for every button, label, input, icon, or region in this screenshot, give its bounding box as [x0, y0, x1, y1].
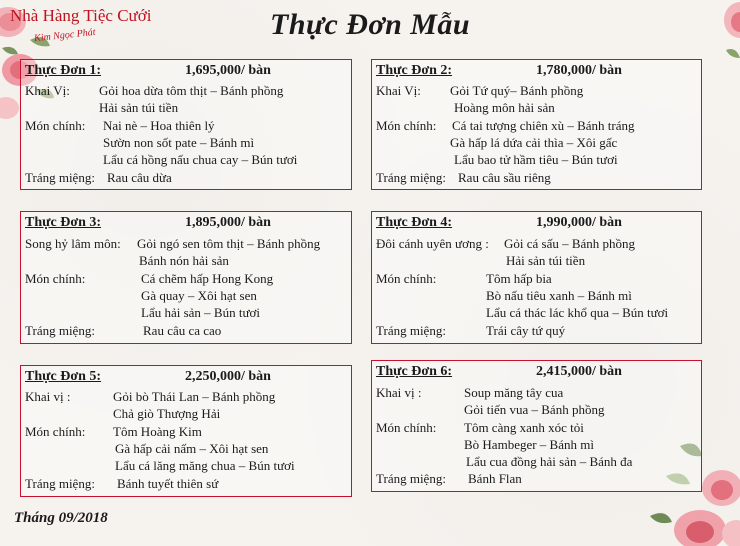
course-label: Món chính:: [376, 118, 437, 133]
menu-card-5: [20, 365, 352, 497]
dish-item: Gà hấp lá dứa cải thìa – Xôi gấc: [450, 135, 618, 150]
course-label: Tráng miệng:: [25, 476, 95, 491]
course-label: Món chính:: [25, 424, 86, 439]
dish-item: Bánh nón hải sản: [139, 253, 229, 268]
restaurant-name: Nhà Hàng Tiệc Cưới: [10, 6, 152, 25]
course-label: Món chính:: [25, 118, 86, 133]
menu-price: 2,415,000/ bàn: [536, 364, 622, 379]
menu-name: Thực Đơn 5:: [25, 369, 102, 384]
dish-item: Rau câu sầu riêng: [458, 170, 551, 185]
dish-item: Soup măng tây cua: [464, 385, 564, 400]
menu-card-3: [20, 211, 352, 344]
course-label: Song hỷ lâm môn:: [25, 236, 121, 251]
menu-card-4: [371, 211, 702, 344]
menu-price: 1,990,000/ bàn: [536, 215, 622, 230]
course-label: Món chính:: [25, 271, 86, 286]
dish-item: Gỏi tiến vua – Bánh phồng: [464, 402, 605, 417]
dish-item: Bò nấu tiêu xanh – Bánh mì: [486, 288, 632, 303]
dish-item: Lẩu cá hồng nấu chua cay – Bún tươi: [103, 152, 298, 167]
dish-item: Rau câu ca cao: [143, 323, 222, 338]
dish-item: Lẩu cua đồng hải sản – Bánh đa: [466, 454, 633, 469]
dish-item: Bò Hambeger – Bánh mì: [464, 437, 594, 452]
footer-date: Tháng 09/2018: [14, 510, 108, 526]
menu-card-2: [371, 59, 702, 190]
dish-item: Lẩu cá lăng măng chua – Bún tươi: [115, 458, 295, 473]
course-label: Tráng miệng:: [25, 323, 95, 338]
dish-item: Tôm Hoàng Kim: [113, 424, 202, 439]
course-label: Khai vị :: [25, 389, 71, 404]
dish-item: Sườn non sốt pate – Bánh mì: [103, 135, 255, 150]
course-label: Khai Vị:: [25, 83, 70, 98]
menu-price: 1,780,000/ bàn: [536, 63, 622, 78]
dish-item: Bánh Flan: [468, 471, 522, 486]
dish-item: Cá tai tượng chiên xù – Bánh tráng: [452, 118, 635, 133]
course-label: Món chính:: [376, 420, 437, 435]
course-label: Tráng miệng:: [376, 471, 446, 486]
menu-card-1: [20, 59, 352, 190]
dish-item: Hải sản túi tiền: [506, 253, 586, 268]
dish-item: Trái cây tứ quý: [486, 323, 566, 338]
dish-item: Gỏi ngó sen tôm thịt – Bánh phồng: [137, 236, 321, 251]
dish-item: Hoàng môn hải sản: [454, 100, 555, 115]
course-label: Tráng miệng:: [25, 170, 95, 185]
dish-item: Hải sản túi tiền: [99, 100, 179, 115]
dish-item: Lẩu bao tử hầm tiêu – Bún tươi: [454, 152, 618, 167]
dish-item: Chả giò Thượng Hải: [113, 406, 221, 421]
menu-name: Thực Đơn 4:: [376, 215, 453, 230]
menu-card-6: [371, 360, 702, 492]
dish-item: Bánh tuyết thiên sứ: [117, 476, 219, 491]
dish-item: Gỏi hoa dừa tôm thịt – Bánh phồng: [99, 83, 284, 98]
dish-item: Tôm hấp bia: [486, 271, 552, 286]
course-label: Đôi cánh uyên ương :: [376, 236, 489, 251]
menu-price: 1,695,000/ bàn: [185, 63, 271, 78]
dish-item: Lẩu hải sản – Bún tươi: [141, 305, 260, 320]
page-title: Thực Đơn Mẫu: [270, 8, 471, 41]
dish-item: Gà hấp cải nấm – Xôi hạt sen: [115, 441, 269, 456]
dish-item: Rau câu dừa: [107, 170, 172, 185]
dish-item: Gỏi bò Thái Lan – Bánh phồng: [113, 389, 276, 404]
menu-price: 1,895,000/ bàn: [185, 215, 271, 230]
course-label: Khai vị :: [376, 385, 422, 400]
dish-item: Gà quay – Xôi hạt sen: [141, 288, 257, 303]
dish-item: Lẩu cá thác lác khổ qua – Bún tươi: [486, 305, 669, 320]
course-label: Món chính:: [376, 271, 437, 286]
menu-name: Thực Đơn 1:: [25, 63, 102, 78]
menu-name: Thực Đơn 3:: [25, 215, 102, 230]
dish-item: Tôm càng xanh xóc tỏi: [464, 420, 584, 435]
course-label: Tráng miệng:: [376, 323, 446, 338]
restaurant-subtitle: Kim Ngọc Phát: [33, 26, 97, 45]
menu-name: Thực Đơn 6:: [376, 364, 453, 379]
dish-item: Cá chẽm hấp Hong Kong: [141, 271, 274, 286]
course-label: Khai Vị:: [376, 83, 421, 98]
dish-item: Nai nè – Hoa thiên lý: [103, 118, 215, 133]
course-label: Tráng miệng:: [376, 170, 446, 185]
dish-item: Gỏi cá sấu – Bánh phồng: [504, 236, 636, 251]
menu-name: Thực Đơn 2:: [376, 63, 453, 78]
floral-decoration-top-right: [716, 0, 740, 80]
menu-price: 2,250,000/ bàn: [185, 369, 271, 384]
dish-item: Gỏi Tứ quý– Bánh phồng: [450, 83, 584, 98]
